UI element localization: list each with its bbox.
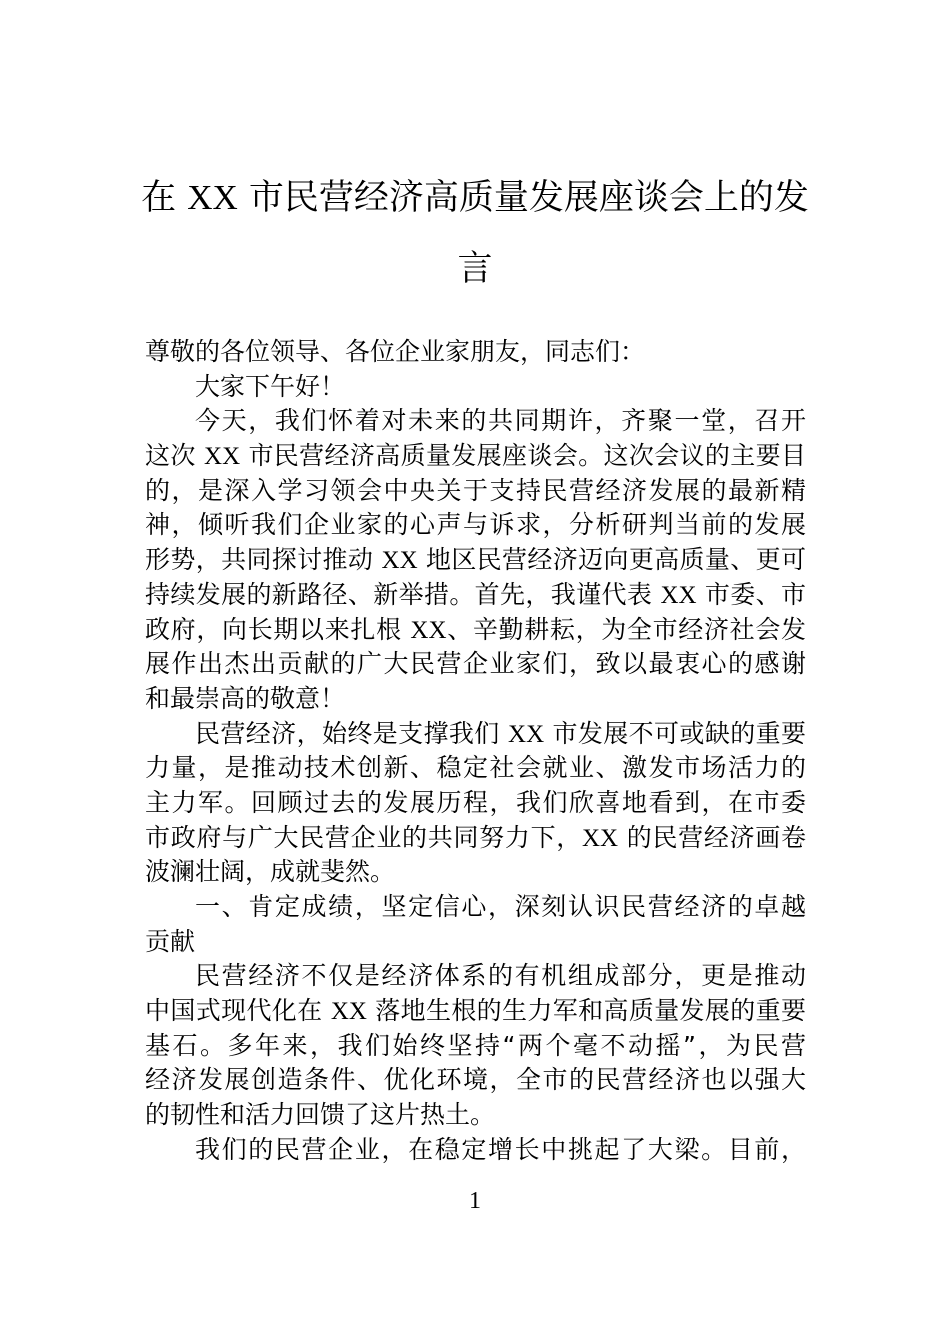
text-line: 今天，我们怀着对未来的共同期许，齐聚一堂，召开 [195, 406, 806, 436]
paragraph [145, 404, 806, 716]
text-line: 一、肯定成绩，坚定信心，深刻认识民营经济的卓越 [195, 892, 806, 921]
page-number: 1 [469, 1188, 481, 1214]
document-title [140, 162, 810, 305]
text-line: 尊敬的各位领导、各位企业家朋友，同志们： [145, 337, 646, 366]
text-line: 民营经济不仅是经济体系的有机组成部分，更是推动 [195, 961, 806, 991]
title-line: 在 XX 市民营经济高质量发展座谈会上的发 [141, 178, 809, 218]
text-line: 大家下午好！ [195, 371, 346, 401]
paragraph [145, 335, 806, 370]
text-line: 和最崇高的敬意！ [145, 683, 346, 713]
text-line: 经济发展创造条件、优化环境，全市的民营经济也以强大 [145, 1065, 806, 1095]
text-line: 主力军。回顾过去的发展历程，我们欣喜地看到，在市委 [145, 787, 806, 817]
paragraph [145, 890, 806, 959]
text-line: 形势，共同探讨推动 XX 地区民营经济迈向更高质量、更可 [145, 545, 806, 575]
text-line: 波澜壮阔，成就斐然。 [145, 857, 396, 887]
text-line: 贡献 [145, 926, 196, 956]
paragraph [145, 370, 806, 405]
paragraph [145, 1133, 806, 1168]
document-body [145, 335, 806, 1168]
text-line: 市政府与广大民营企业的共同努力下，XX 的民营经济画卷 [145, 822, 806, 852]
text-line: 这次 XX 市民营经济高质量发展座谈会。这次会议的主要目 [145, 441, 806, 471]
text-line: 的，是深入学习领会中央关于支持民营经济发展的最新精 [145, 475, 806, 505]
text-line: 力量，是推动技术创新、稳定社会就业、激发市场活力的 [145, 753, 806, 783]
paragraph [145, 717, 806, 890]
text-line: 我们的民营企业，在稳定增长中挑起了大梁。目前， [195, 1134, 806, 1164]
text-line: 民营经济，始终是支撑我们 XX 市发展不可或缺的重要 [195, 718, 806, 748]
paragraph [145, 959, 806, 1132]
text-line: 基石。多年来，我们始终坚持“两个毫不动摇”，为民营 [145, 1030, 806, 1060]
text-line: 中国式现代化在 XX 落地生根的生力军和高质量发展的重要 [145, 996, 806, 1026]
text-line: 的韧性和活力回馈了这片热土。 [145, 1100, 496, 1130]
text-line: 神，倾听我们企业家的心声与诉求，分析研判当前的发展 [145, 510, 806, 540]
text-line: 持续发展的新路径、新举措。首先，我谨代表 XX 市委、市 [145, 579, 806, 609]
title-line: 言 [457, 249, 493, 289]
text-line: 展作出杰出贡献的广大民营企业家们，致以最衷心的感谢 [145, 649, 806, 679]
text-line: 政府，向长期以来扎根 XX、辛勤耕耘，为全市经济社会发 [145, 614, 806, 644]
